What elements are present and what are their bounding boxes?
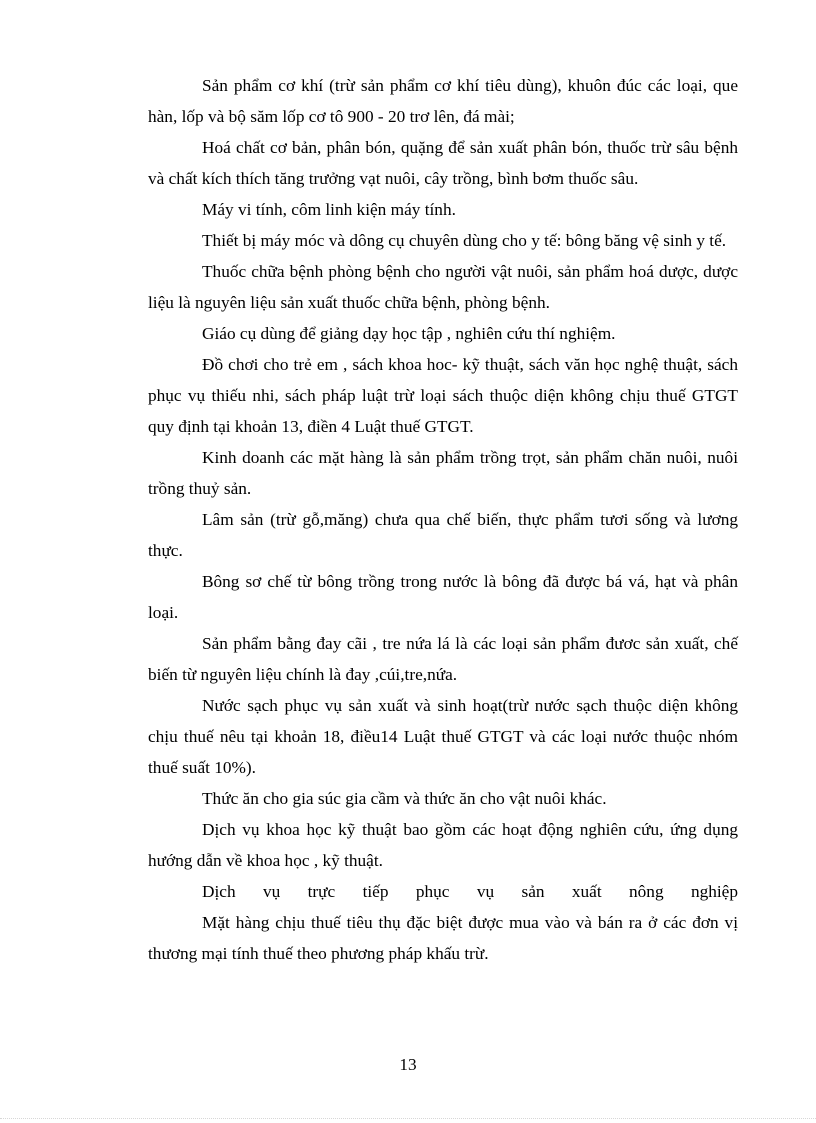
paragraph-toys-books: Đồ chơi cho trẻ em , sách khoa hoc- kỹ thuật, sách văn học nghệ thuật, sách phục vụ thiếu nhi, sách pháp luật trừ loại sách thuộc diện không chịu thuế GTGT quy định tại khoản 13, điền 4 Luật thuế GTGT. [148,355,738,436]
paragraph-medicines: Thuốc chữa bệnh phòng bệnh cho người vật nuôi, sản phẩm hoá dược, dược liệu là nguyên liệu sản xuất thuốc chữa bệnh, phòng bệnh. [148,262,738,312]
paragraph-jute-bamboo: Sản phẩm bằng đay cãi , tre nứa lá là các loại sản phẩm đươc sản xuất, chế biến từ nguyên liệu chính là đay ,cúi,tre,nứa. [148,634,738,684]
paragraph-chemicals-fertilizer: Hoá chất cơ bản, phân bón, quặng để sản xuất phân bón, thuốc trừ sâu bệnh và chất kích thích tăng trưởng vạt nuôi, cây trồng, bình bơm thuốc sâu. [148,138,738,188]
paragraph-animal-feed: Thức ăn cho gia súc gia cầm và thức ăn cho vật nuôi khác. [202,789,607,808]
paragraph-excise-goods: Mặt hàng chịu thuế tiêu thụ đặc biệt được mua vào và bán ra ở các đơn vị thương mại tính thuế theo phương pháp khấu trừ. [148,913,738,963]
paragraph-cotton: Bông sơ chế từ bông trồng trong nước là bông đã được bá vá, hạt và phân loại. [148,572,738,622]
page-number: 13 [399,1055,417,1074]
paragraph-teaching-aids: Giáo cụ dùng để giảng dạy học tập , nghiên cứu thí nghiệm. [202,324,616,343]
paragraph-science-services: Dịch vụ khoa học kỹ thuật bao gồm các hoạt động nghiên cứu, ứng dụng hướng dẫn về khoa học , kỹ thuật. [148,820,738,870]
page-bottom-divider [0,1118,816,1119]
paragraph-mechanical-products: Sản phẩm cơ khí (trừ sản phẩm cơ khí tiêu dùng), khuôn đúc các loại, que hàn, lốp và bộ săm lốp cơ tô 900 - 20 trơ lên, đá mài; [148,76,738,126]
paragraph-medical-equipment: Thiết bị máy móc và dông cụ chuyên dùng cho y tế: bông băng vệ sinh y tế. [202,231,727,250]
paragraph-agriculture-services: Dịch vụ trực tiếp phục vụ sản xuất nông nghiệp [202,882,738,901]
paragraph-forestry-products: Lâm sản (trừ gỗ,măng) chưa qua chế biến, thực phẩm tươi sống và lương thực. [148,510,738,560]
paragraph-agricultural-products: Kinh doanh các mặt hàng là sản phẩm trồng trọt, sản phẩm chăn nuôi, nuôi trồng thuỷ sản. [148,448,738,498]
body-text [148,70,738,969]
paragraph-clean-water: Nước sạch phục vụ sản xuất và sinh hoạt(trừ nước sạch thuộc diện không chịu thuế nêu tại khoản 18, điều14 Luật thuế GTGT và các loại nước thuộc nhóm thuế suất 10%). [148,696,738,777]
paragraph-computers: Máy vi tính, côm linh kiện máy tính. [202,200,456,219]
